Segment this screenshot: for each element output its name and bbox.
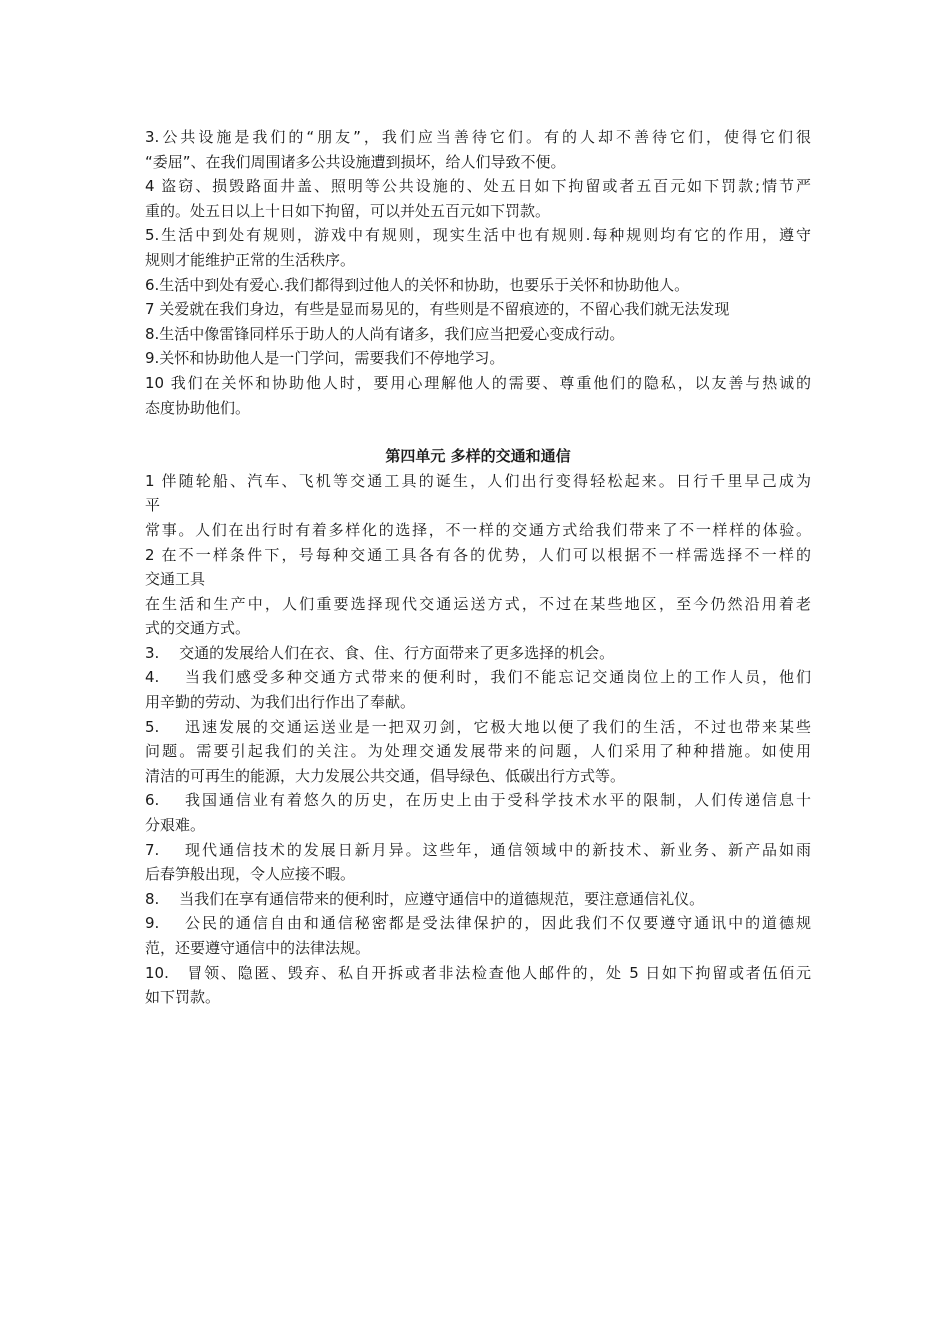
text-line: 用辛勤的劳动、为我们出行作出了奉献。 <box>145 693 416 712</box>
text-line: 10 我们在关怀和协助他人时，要用心理解他人的需要、尊重他们的隐私，以友善与热诚的 <box>145 373 811 392</box>
text-line: 清洁的可再生的能源，大力发展公共交通，倡导绿色、低碳出行方式等。 <box>145 766 626 785</box>
text-line: 9.关怀和协助他人是一门学问，需要我们不停地学习。 <box>145 349 505 368</box>
text-line: 问题。需要引起我们的关注。为处理交通发展带来的问题，人们采用了种种措施。如使用 <box>145 742 811 761</box>
text-line: 8.生活中像雷锋同样乐于助人的人尚有诸多，我们应当把爱心变成行动。 <box>145 324 625 343</box>
text-line: “委屈”、在我们周围诸多公共设施遭到损坏，给人们导致不便。 <box>145 152 566 171</box>
text-line: 5. 迅速发展的交通运送业是一把双刃剑，它极大地以便了我们的生活，不过也带来某些 <box>145 717 811 736</box>
text-line: 4. 当我们感受多种交通方式带来的便利时，我们不能忘记交通岗位上的工作人员，他们 <box>145 668 811 687</box>
document-body <box>145 125 811 1010</box>
text-line: 7. 现代通信技术的发展日新月异。这些年，通信领域中的新技术、新业务、新产品如雨 <box>145 840 811 859</box>
text-line: 2 在不一样条件下，号每种交通工具各有各的优势，人们可以根据不一样需选择不一样的 <box>145 545 811 564</box>
text-line: 分艰难。 <box>145 816 206 835</box>
text-line: 交通工具 <box>145 570 206 589</box>
text-line: 9. 公民的通信自由和通信秘密都是受法律保护的，因此我们不仅要遵守通讯中的道德规 <box>145 914 811 933</box>
text-line: 态度协助他们。 <box>145 398 251 417</box>
text-line: 7 关爱就在我们身边，有些是显而易见的，有些则是不留痕迹的，不留心我们就无法发现 <box>145 300 730 319</box>
unit4-title: 第四单元 多样的交通和通信 <box>385 447 571 466</box>
unit3-text-block <box>145 125 811 420</box>
text-line: 5.生活中到处有规则，游戏中有规则，现实生活中也有规则.每种规则均有它的作用，遵守 <box>145 226 811 245</box>
text-line: 平 <box>145 496 161 515</box>
text-line: 10. 冒领、隐匿、毁弃、私自开拆或者非法检查他人邮件的，处 5 日如下拘留或者伍佰元 <box>145 963 811 982</box>
text-line: 范，还要遵守通信中的法律法规。 <box>145 939 371 957</box>
unit4-text-block <box>145 469 811 1010</box>
text-line: 重的。处五日以上十日如下拘留，可以并处五百元如下罚款。 <box>145 201 551 220</box>
text-line: 常事。人们在出行时有着多样化的选择，不一样的交通方式给我们带来了不一样样的体验。 <box>145 520 811 539</box>
text-line: 在生活和生产中，人们重要选择现代交通运送方式，不过在某些地区，至今仍然沿用着老 <box>145 594 811 613</box>
text-line: 式的交通方式。 <box>145 619 251 638</box>
text-line: 规则才能维护正常的生活秩序。 <box>145 250 356 269</box>
text-line: 8. 当我们在享有通信带来的便利时，应遵守通信中的道德规范，要注意通信礼仪。 <box>145 889 705 908</box>
text-line: 3.公共设施是我们的“朋友”，我们应当善待它们。有的人却不善待它们，使得它们很 <box>145 128 811 146</box>
text-line: 后春笋般出现，令人应接不暇。 <box>145 865 356 884</box>
text-line: 3. 交通的发展给人们在衣、食、住、行方面带来了更多选择的机会。 <box>145 643 615 662</box>
text-line: 如下罚款。 <box>145 988 221 1007</box>
text-line: 4 盗窃、损毁路面井盖、照明等公共设施的、处五日如下拘留或者五百元如下罚款;情节严 <box>145 177 811 196</box>
text-line: 1 伴随轮船、汽车、飞机等交通工具的诞生，人们出行变得轻松起来。日行千里早己成为 <box>145 471 811 490</box>
text-line: 6.生活中到处有爱心.我们都得到过他人的关怀和协助，也要乐于关怀和协助他人。 <box>145 275 690 294</box>
text-line: 6. 我国通信业有着悠久的历史，在历史上由于受科学技术水平的限制，人们传递信息十 <box>145 791 811 810</box>
